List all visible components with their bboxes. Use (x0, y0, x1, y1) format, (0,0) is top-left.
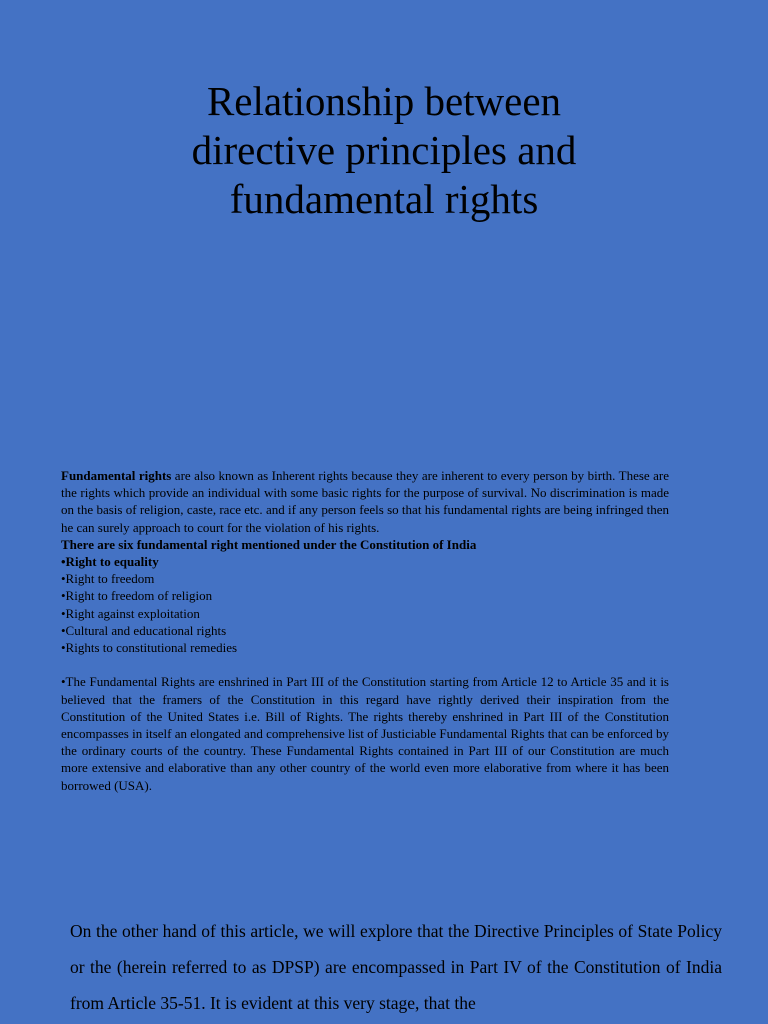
intro-lead-bold: Fundamental rights (61, 468, 172, 483)
part3-paragraph: •The Fundamental Rights are enshrined in Part III of the Constitution starting from Article 12 to Article 35 and it is believed that the framers of the Constitution in this regard have rightly derived their inspiration from the Constitution of the United States i.e. Bill of Rights. The rights thereby enshrined in Part III of the Constitution encompasses in itself an elongated and comprehensive list of Justiciable Fundamental Rights that can be enforced by the ordinary courts of the country. These Fundamental Rights contained in Part III of our Constitution are much more extensive and elaborative than any other country of the world even more elaborative from where it has been borrowed (USA). (61, 674, 669, 793)
title-line-2: directive principles and (191, 127, 577, 173)
intro-paragraph (61, 467, 669, 536)
rights-list-item-freedom: •Right to freedom (61, 571, 155, 587)
fundamental-rights-section (61, 467, 669, 794)
rights-list-item-religion: •Right to freedom of religion (61, 588, 213, 604)
rights-list-item-cultural: •Cultural and educational rights (61, 622, 227, 638)
rights-list-item-exploitation: •Right against exploitation (61, 605, 200, 621)
dpsp-section (70, 913, 722, 1021)
page-title (0, 77, 768, 224)
six-rights-heading: There are six fundamental right mentioned under the Constitution of India (61, 536, 477, 552)
dpsp-paragraph: On the other hand of this article, we will explore that the Directive Principles of State Policy or the (herein referred to as DPSP) are encompassed in Part IV of the Constitution of India from Article 35-51. It is evident at this very stage, that the (70, 921, 722, 1013)
intro-text: are also known as Inherent rights because they are inherent to every person by birth. These are the rights which provide an individual with some basic rights for the purpose of survival. No discrimination is made on the basis of religion, caste, race etc. and if any person feels so that his fundamental rights are being infringed then he can surely approach to court for the violation of his rights. (61, 468, 669, 535)
rights-list-item-remedies: •Rights to constitutional remedies (61, 640, 238, 656)
rights-list-item-equality: •Right to equality (61, 554, 159, 570)
title-line-3: fundamental rights (229, 176, 539, 222)
paragraph-spacer (61, 656, 669, 673)
title-line-1: Relationship between (206, 78, 562, 124)
